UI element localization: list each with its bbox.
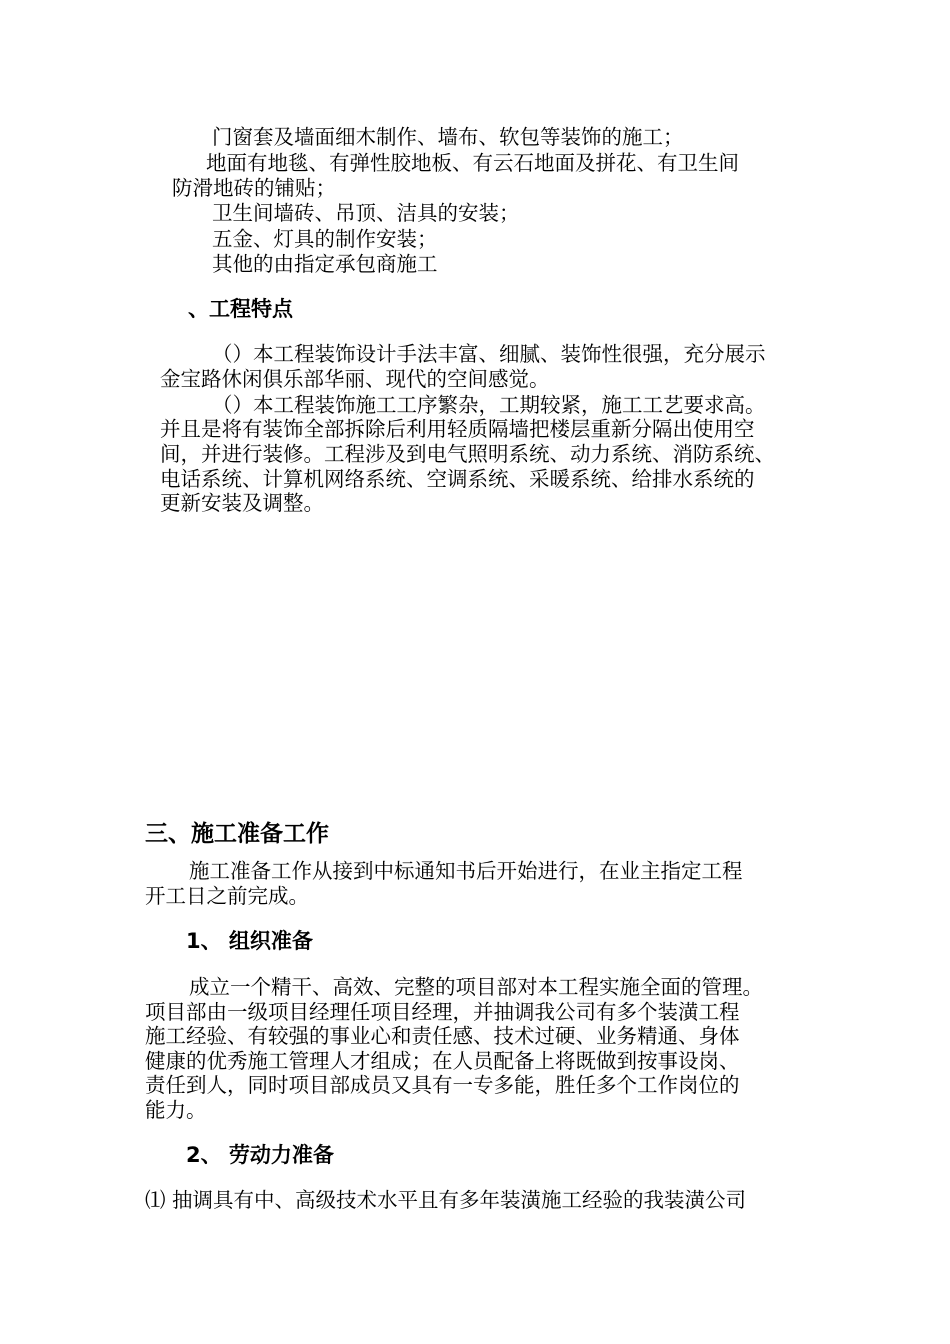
org-prep-line-2: 项目部由一级项目经理任项目经理，并抽调我公司有多个装潢工程 <box>145 1000 740 1024</box>
features-p1-line-1: （）本工程装饰设计手法丰富、细腻、装饰性很强，充分展示 <box>212 342 766 366</box>
org-prep-line-5: 责任到人，同时项目部成员又具有一专多能，胜任多个工作岗位的 <box>145 1073 740 1097</box>
labor-prep-heading: 2、 劳动力准备 <box>186 1143 334 1167</box>
features-p2-line-5: 更新安装及调整。 <box>160 491 324 515</box>
features-p2-line-3: 间，并进行装修。工程涉及到电气照明系统、动力系统、消防系统、 <box>160 442 775 466</box>
scope-line-1: 门窗套及墙面细木制作、墙布、软包等装饰的施工； <box>212 125 684 149</box>
section-heading-preparation: 三、施工准备工作 <box>145 821 329 847</box>
features-heading: 、工程特点 <box>188 297 293 321</box>
labor-prep-line-1: ⑴ 抽调具有中、高级技术水平且有多年装潢施工经验的我装潢公司 <box>145 1188 747 1212</box>
features-p1-line-2: 金宝路休闲俱乐部华丽、现代的空间感觉。 <box>160 367 550 391</box>
preparation-intro-line-2: 开工日之前完成。 <box>145 884 309 908</box>
features-p2-line-1: （）本工程装饰施工工序繁杂，工期较紧，施工工艺要求高。 <box>212 393 766 417</box>
scope-line-2a: 地面有地毯、有弹性胶地板、有云石地面及拼花、有卫生间 <box>206 151 739 175</box>
scope-line-3: 卫生间墙砖、吊顶、洁具的安装； <box>212 201 520 225</box>
org-prep-line-1: 成立一个精干、高效、完整的项目部对本工程实施全面的管理。 <box>189 975 763 999</box>
scope-line-4: 五金、灯具的制作安装； <box>212 227 438 251</box>
scope-line-2b: 防滑地砖的铺贴； <box>172 176 336 200</box>
features-p2-line-4: 电话系统、计算机网络系统、空调系统、采暖系统、给排水系统的 <box>160 467 755 491</box>
scope-line-5: 其他的由指定承包商施工 <box>212 252 438 276</box>
preparation-intro-line-1: 施工准备工作从接到中标通知书后开始进行，在业主指定工程 <box>189 859 743 883</box>
org-prep-line-6: 能力。 <box>145 1098 207 1122</box>
features-p2-line-2: 并且是将有装饰全部拆除后利用轻质隔墙把楼层重新分隔出使用空 <box>160 417 755 441</box>
org-prep-heading: 1、 组织准备 <box>186 929 313 953</box>
org-prep-line-4: 健康的优秀施工管理人才组成；在人员配备上将既做到按事设岗、 <box>145 1049 740 1073</box>
org-prep-line-3: 施工经验、有较强的事业心和责任感、技术过硬、业务精通、身体 <box>145 1024 740 1048</box>
